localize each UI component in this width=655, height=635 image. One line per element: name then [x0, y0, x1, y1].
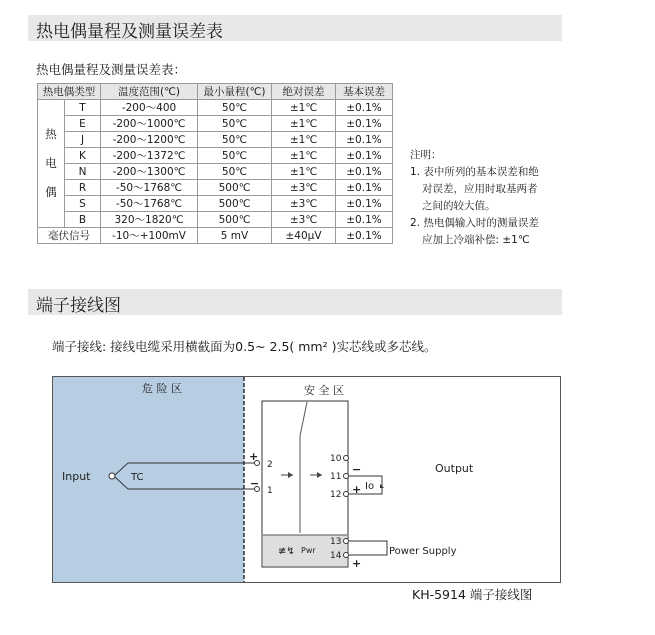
header-cell: 最小量程(℃)	[198, 84, 272, 100]
section-title: 热电偶量程及测量误差表	[36, 22, 223, 42]
range-cell: -200～1000℃	[101, 116, 198, 132]
figure-caption: KH-5914 端子接线图	[412, 587, 533, 602]
group-label-char: 热	[45, 127, 57, 141]
min-span-cell: 5 mV	[198, 228, 272, 244]
header-cell: 基本误差	[336, 84, 393, 100]
terminal-number: 13	[330, 537, 342, 547]
table-header-row	[38, 84, 393, 100]
input-minus-sign: −	[250, 477, 260, 490]
hazard-zone-label: 危 险 区	[142, 382, 182, 395]
range-cell: 320～1820℃	[101, 212, 198, 228]
abs-error-cell: ±1℃	[272, 132, 336, 148]
type-cell: T	[65, 100, 101, 116]
basic-error-cell: ±0.1%	[336, 212, 393, 228]
group-label-char: 电	[45, 156, 57, 170]
abs-error-cell: ±40μV	[272, 228, 336, 244]
basic-error-cell: ±0.1%	[336, 116, 393, 132]
basic-error-cell: ±0.1%	[336, 100, 393, 116]
range-cell: -200～1372℃	[101, 148, 198, 164]
table-row	[38, 100, 393, 116]
range-cell: -50～1768℃	[101, 196, 198, 212]
safe-zone-label: 安 全 区	[304, 384, 344, 397]
mv-label-cell: 毫伏信号	[38, 228, 101, 244]
basic-error-cell: ±0.1%	[336, 164, 393, 180]
wiring-description: 端子接线: 接线电缆采用横截面为0.5~ 2.5( mm² )实芯线或多芯线。	[52, 339, 437, 354]
type-cell: E	[65, 116, 101, 132]
output-plus-sign: +	[352, 483, 362, 496]
table-row	[38, 212, 393, 228]
min-span-cell: 50℃	[198, 100, 272, 116]
abs-error-cell: ±3℃	[272, 180, 336, 196]
basic-error-cell: ±0.1%	[336, 132, 393, 148]
terminal-number: 1	[267, 486, 273, 496]
table-row	[38, 180, 393, 196]
terminal-icon	[344, 553, 349, 558]
output-minus-sign: −	[352, 463, 362, 476]
table-caption: 热电偶量程及测量误差表：	[36, 62, 187, 77]
section-header-wiring	[28, 289, 562, 315]
min-span-cell: 50℃	[198, 164, 272, 180]
note-line: 应加上冷端补偿: ±1℃	[422, 234, 530, 246]
terminal-number: 14	[330, 551, 342, 561]
table-row-mv	[38, 228, 393, 244]
terminal-icon	[344, 492, 349, 497]
min-span-cell: 50℃	[198, 148, 272, 164]
table-row	[38, 164, 393, 180]
wiring-diagram	[52, 376, 562, 584]
min-span-cell: 50℃	[198, 132, 272, 148]
power-supply-label: Power Supply	[389, 546, 457, 557]
tc-junction-icon	[109, 473, 115, 479]
terminal-number: 2	[267, 460, 273, 470]
terminal-number: 10	[330, 454, 342, 464]
tc-label: TC	[131, 472, 144, 483]
abs-error-cell: ±1℃	[272, 164, 336, 180]
header-cell: 热电偶类型	[38, 84, 101, 100]
pwr-label: Pwr	[301, 546, 316, 555]
type-cell: B	[65, 212, 101, 228]
type-cell: N	[65, 164, 101, 180]
type-cell: R	[65, 180, 101, 196]
table-row	[38, 132, 393, 148]
type-cell: S	[65, 196, 101, 212]
power-led-icon: ≢↯	[278, 546, 295, 557]
table-row	[38, 196, 393, 212]
group-label-cell	[38, 100, 65, 228]
min-span-cell: 500℃	[198, 196, 272, 212]
input-plus-sign: +	[249, 450, 259, 463]
type-cell: J	[65, 132, 101, 148]
section-header-range-table	[28, 15, 562, 41]
range-cell: -200～400	[101, 100, 198, 116]
power-plus-sign: +	[352, 557, 362, 570]
note-line: 对误差，应用时取基两者	[422, 183, 538, 195]
table-row	[38, 116, 393, 132]
table-row	[38, 148, 393, 164]
terminal-number: 11	[330, 472, 342, 482]
terminal-icon	[344, 456, 349, 461]
output-label: Output	[435, 462, 474, 475]
terminal-icon	[344, 539, 349, 544]
min-span-cell: 500℃	[198, 212, 272, 228]
note-line: 2. 热电偶输入时的测量误差	[410, 217, 539, 229]
group-label-char: 偶	[45, 185, 57, 199]
note-line: 1. 表中所列的基本误差和绝	[410, 166, 539, 178]
abs-error-cell: ±1℃	[272, 148, 336, 164]
abs-error-cell: ±3℃	[272, 212, 336, 228]
header-cell: 绝对误差	[272, 84, 336, 100]
basic-error-cell: ±0.1%	[336, 228, 393, 244]
range-cell: -10～+100mV	[101, 228, 198, 244]
min-span-cell: 500℃	[198, 180, 272, 196]
abs-error-cell: ±1℃	[272, 100, 336, 116]
header-cell: 温度范围(℃)	[101, 84, 198, 100]
io-label: Io	[365, 481, 375, 492]
range-error-table	[37, 83, 393, 244]
range-cell: -200～1200℃	[101, 132, 198, 148]
basic-error-cell: ±0.1%	[336, 148, 393, 164]
terminal-icon	[344, 474, 349, 479]
min-span-cell: 50℃	[198, 116, 272, 132]
notes-title: 注明：	[410, 149, 442, 161]
basic-error-cell: ±0.1%	[336, 180, 393, 196]
range-cell: -200～1300℃	[101, 164, 198, 180]
range-cell: -50～1768℃	[101, 180, 198, 196]
type-cell: K	[65, 148, 101, 164]
abs-error-cell: ±1℃	[272, 116, 336, 132]
abs-error-cell: ±3℃	[272, 196, 336, 212]
input-label: Input	[62, 470, 91, 483]
basic-error-cell: ±0.1%	[336, 196, 393, 212]
notes-block	[410, 147, 539, 249]
terminal-number: 12	[330, 490, 342, 500]
note-line: 之间的较大值。	[422, 200, 496, 212]
section-title: 端子接线图	[36, 296, 121, 316]
